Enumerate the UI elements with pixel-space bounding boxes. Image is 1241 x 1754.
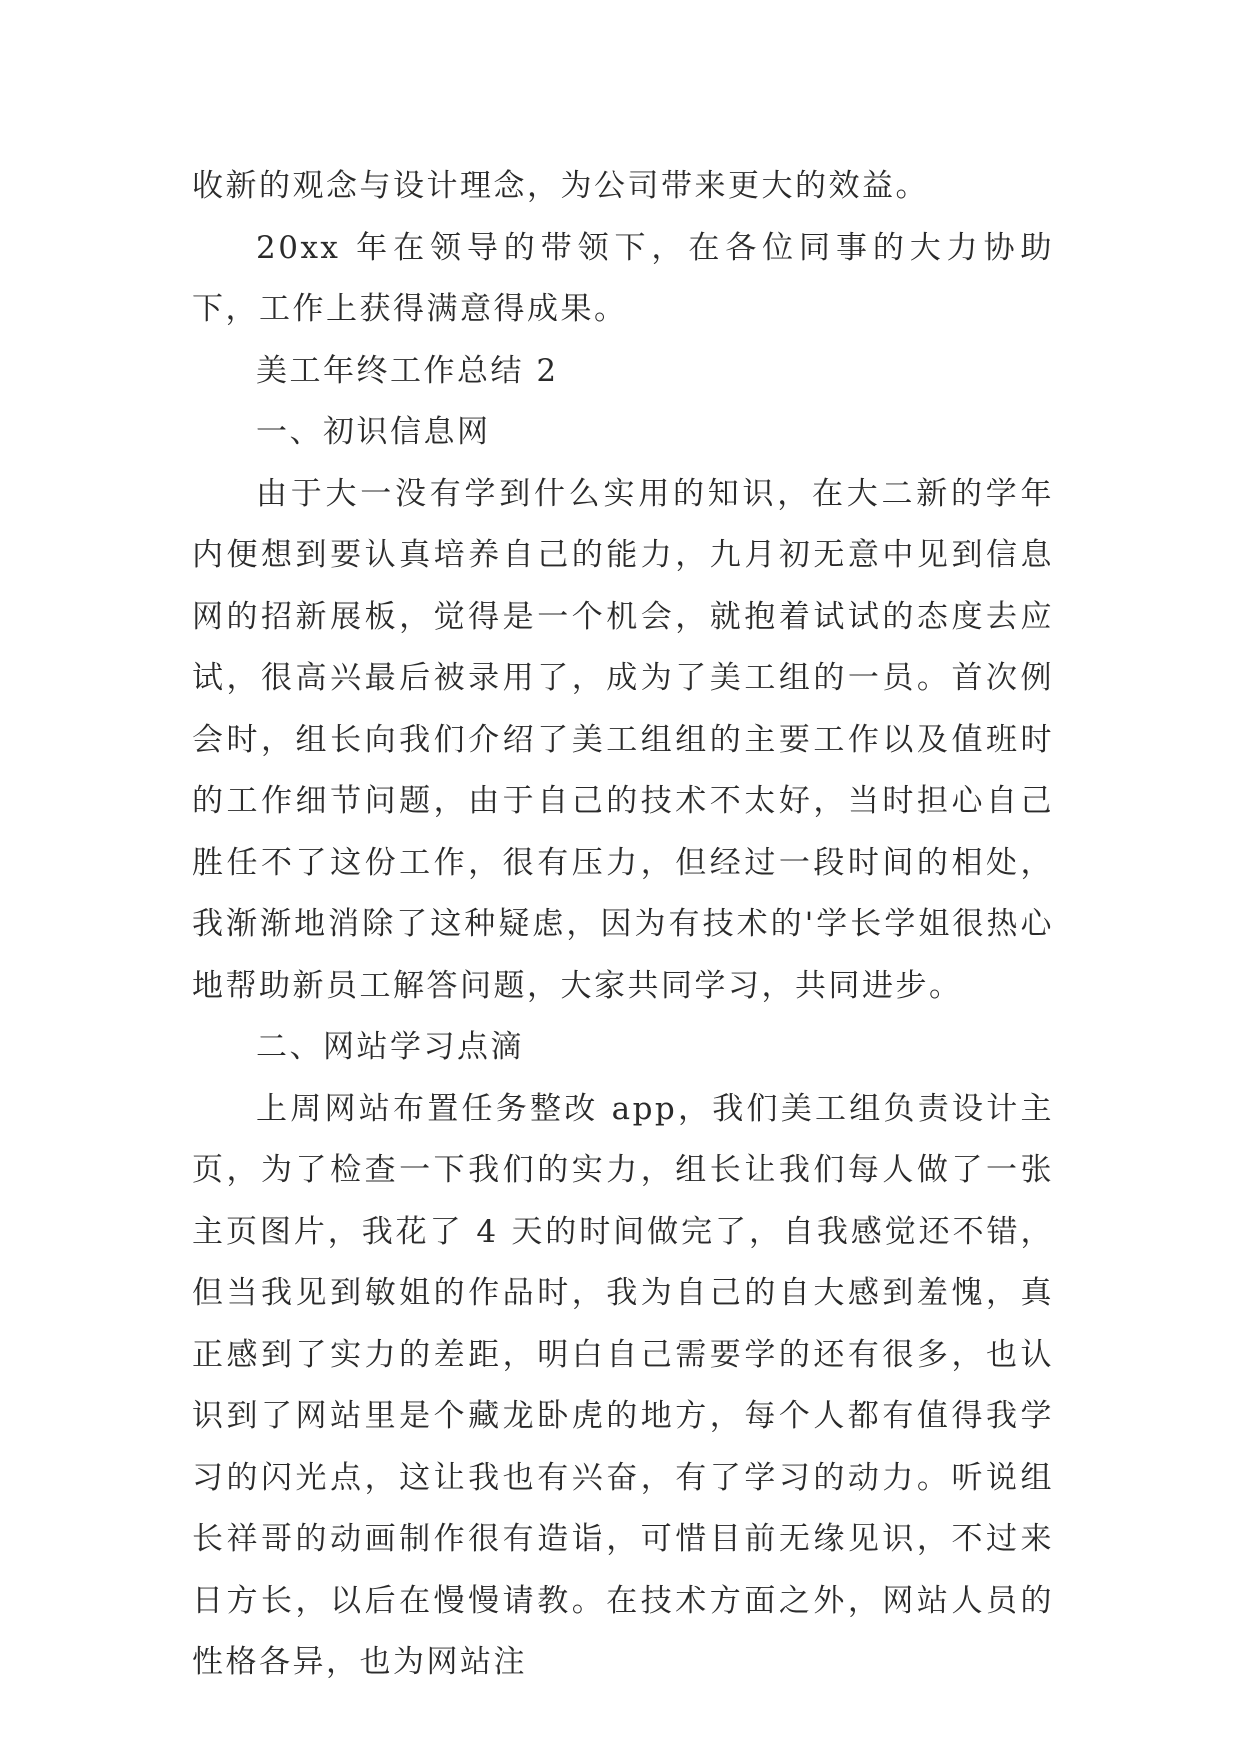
paragraph-first-section: 由于大一没有学到什么实用的知识，在大二新的学年内便想到要认真培养自己的能力，九月初无意中见到信息网的招新展板，觉得是一个机会，就抱着试试的态度去应试，很高兴最后被录用了，成为了美工组的一员。首次例会时，组长向我们介绍了美工组组的主要工作以及值班时的工作细节问题，由于自己的技术不太好，当时担心自己胜任不了这份工作，很有压力，但经过一段时间的相处，我渐渐地消除了这种疑虑，因为有技术的'学长学姐很热心地帮助新员工解答问题，大家共同学习，共同进步。 [192, 475, 1054, 1004]
heading-second-section: 二、网站学习点滴 [256, 1029, 524, 1065]
section-title: 美工年终工作总结 2 [256, 352, 559, 389]
document-body [192, 156, 1054, 1694]
paragraph-achievement: 20xx 年在领导的带领下，在各位同事的大力协助下，工作上获得满意得成果。 [192, 229, 1054, 327]
paragraph-second-section: 上周网站布置任务整改 app，我们美工组负责设计主页，为了检查一下我们的实力，组长让我们每人做了一张主页图片，我花了 4 天的时间做完了，自我感觉还不错，但当我见到敏姐的作品时，我为自己的自大感到羞愧，真正感到了实力的差距，明白自己需要学的还有很多，也认识到了网站里是个藏龙卧虎的地方，每个人都有值得我学习的闪光点，这让我也有兴奋，有了学习的动力。听说组长祥哥的动画制作很有造诣，可惜目前无缘见识，不过来日方长，以后在慢慢请教。在技术方面之外，网站人员的性格各异，也为网站注 [192, 1090, 1054, 1680]
heading-first-section: 一、初识信息网 [256, 414, 491, 450]
paragraph-continuation: 收新的观念与设计理念，为公司带来更大的效益。 [192, 168, 929, 204]
